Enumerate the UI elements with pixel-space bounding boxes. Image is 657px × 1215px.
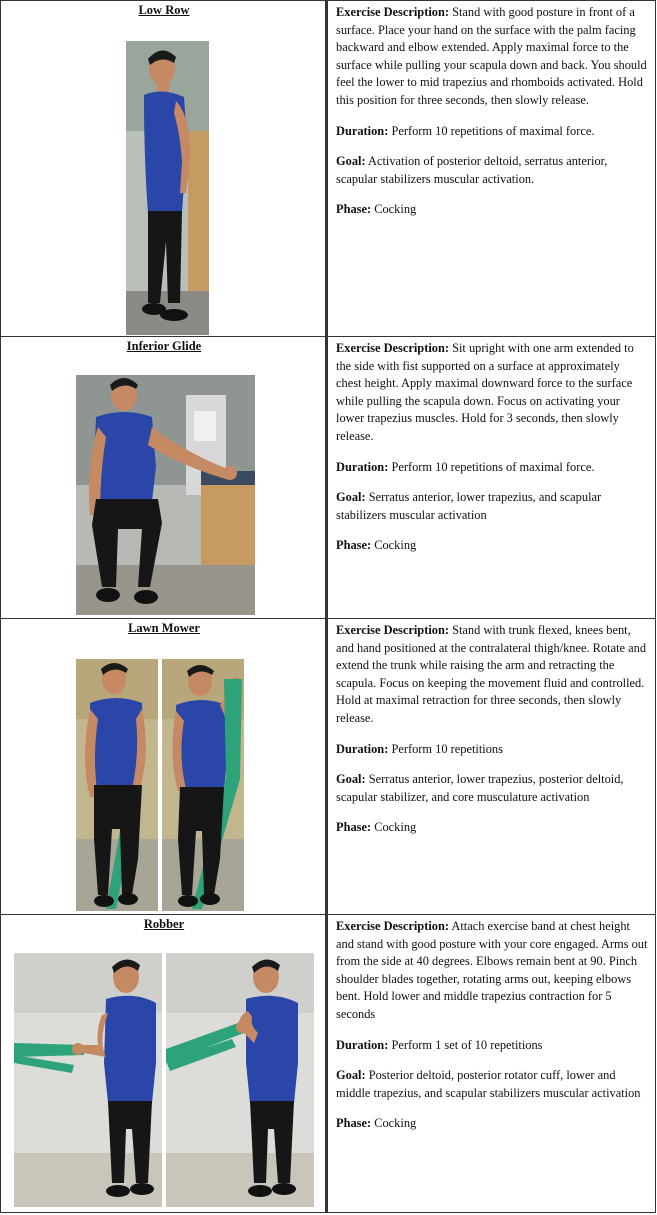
low-row-photo (126, 41, 209, 335)
image-cell (0, 336, 326, 619)
description-cell (326, 0, 656, 337)
inferior-glide-photo (76, 375, 255, 615)
goal-label: Goal: (336, 154, 366, 169)
description-cell (326, 618, 656, 915)
goal-text: Activation of posterior deltoid, serratus anterior, scapular stabilizers muscular activation. (336, 154, 608, 186)
duration-text: Perform 1 set of 10 repetitions (391, 1037, 543, 1052)
image-cell (0, 914, 326, 1213)
description-label: Exercise Description: (336, 341, 449, 355)
phase-text: Cocking (374, 820, 417, 835)
exercise-row-robber (0, 914, 656, 1213)
exercise-row-lawn-mower (0, 618, 656, 915)
exercise-title: Low Row (138, 3, 190, 17)
phase-text: Cocking (374, 1116, 417, 1131)
description-label: Exercise Description: (336, 623, 449, 637)
phase-label: Phase: (336, 820, 372, 835)
phase-text: Cocking (374, 538, 417, 553)
description-text: Stand with trunk flexed, knees bent, and hand positioned at the contralateral thigh/knee. Rotate and extend the trunk while raising the arm and retracting the scapula. Focus on keeping the movement fluid and controlled. Hold at maximal retraction for three seconds, then slowly release. (336, 623, 647, 725)
description-text: Attach exercise band at chest height and stand with good posture with your core engaged. Arms out from the side at 40 degrees. Elbows remain bent at 90. Pinch shoulder blades together, rotating arms out, keeping elbows bent. Hold lower and middle trapezius contraction for 5 seconds (336, 919, 648, 1021)
duration-label: Duration: (336, 1037, 389, 1052)
description-cell (326, 914, 656, 1213)
duration-label: Duration: (336, 123, 389, 138)
robber-photo-start (14, 953, 162, 1207)
phase-label: Phase: (336, 1116, 372, 1131)
description-text: Sit upright with one arm extended to the side with fist supported on a surface at approximately chest height. Apply maximal downward force to the surface while pulling the scapula down. Focus on activating your lower trapezius muscles. Hold for 3 seconds, then slowly release. (336, 341, 634, 443)
description-cell (326, 336, 656, 619)
robber-photo-end (166, 953, 314, 1207)
image-cell (0, 618, 326, 915)
image-cell (0, 0, 326, 337)
exercise-row-inferior-glide (0, 336, 656, 619)
exercise-title: Inferior Glide (126, 339, 202, 353)
duration-label: Duration: (336, 459, 389, 474)
goal-text: Serratus anterior, lower trapezius, posterior deltoid, scapular stabilizer, and core musculature activation (336, 772, 624, 804)
goal-label: Goal: (336, 772, 366, 787)
duration-text: Perform 10 repetitions of maximal force. (391, 123, 595, 138)
duration-label: Duration: (336, 741, 389, 756)
phase-label: Phase: (336, 538, 372, 553)
goal-text: Posterior deltoid, posterior rotator cuff, lower and middle trapezius, and scapular stabilizers muscular activation (336, 1068, 641, 1100)
duration-text: Perform 10 repetitions of maximal force. (391, 459, 595, 474)
goal-text: Serratus anterior, lower trapezius, and scapular stabilizers muscular activation (336, 490, 602, 522)
lawn-mower-photo-end (162, 659, 244, 911)
goal-label: Goal: (336, 490, 366, 505)
exercise-row-low-row (0, 0, 656, 337)
goal-label: Goal: (336, 1068, 366, 1083)
duration-text: Perform 10 repetitions (391, 741, 503, 756)
exercise-title: Robber (143, 917, 185, 931)
description-label: Exercise Description: (336, 919, 449, 933)
description-text: Stand with good posture in front of a surface. Place your hand on the surface with the palm facing backward and elbow extended. Apply maximal force to the surface while pulling your scapula down and back. You should feel the lower to mid trapezius and rhomboids activated. Hold this position for three seconds, then slowly release. (336, 5, 647, 107)
description-label: Exercise Description: (336, 5, 449, 19)
lawn-mower-photo-start (76, 659, 158, 911)
phase-label: Phase: (336, 202, 372, 217)
phase-text: Cocking (374, 202, 417, 217)
exercise-title: Lawn Mower (128, 621, 200, 635)
